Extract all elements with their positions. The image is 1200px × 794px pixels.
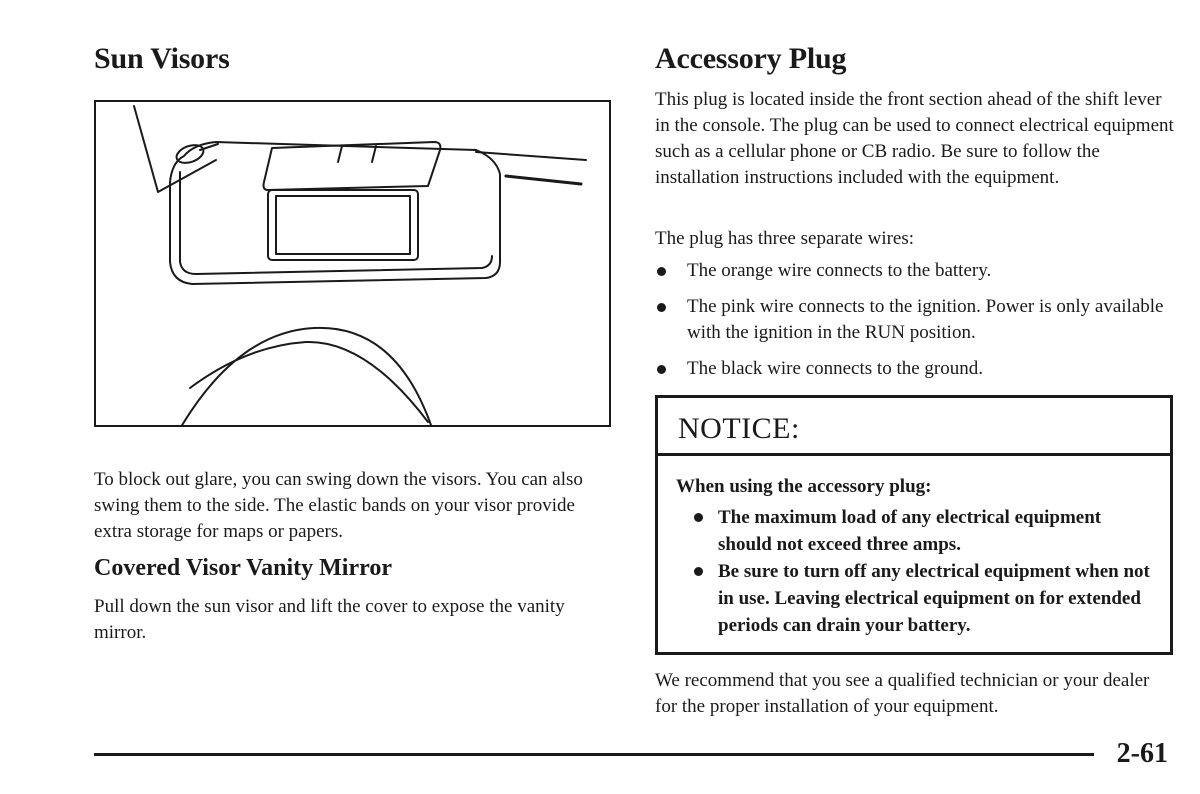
closing-paragraph: We recommend that you see a qualified technician or your dealer for the proper installation of your equipment. <box>655 670 1150 717</box>
notice-box <box>655 395 1173 655</box>
footer-rule <box>94 753 1094 756</box>
visor-body <box>170 142 500 284</box>
accessory-plug-heading: Accessory Plug <box>655 42 847 75</box>
notice-title: NOTICE: <box>678 412 800 445</box>
vanity-mirror-glass <box>276 196 410 254</box>
roof-line-2 <box>506 176 581 184</box>
sun-visor-illustration <box>94 100 611 427</box>
notice-body <box>658 456 1170 639</box>
vanity-mirror-paragraph: Pull down the sun visor and lift the cover to expose the vanity mirror. <box>94 596 565 643</box>
notice-header <box>658 398 1170 456</box>
list-item: The orange wire connects to the battery. <box>655 258 1175 284</box>
roof-line <box>476 152 586 160</box>
page-number: 2-61 <box>1116 738 1168 769</box>
mirror-cover-slot-2 <box>372 146 376 162</box>
list-item: The pink wire connects to the ignition. Power is only available with the ignition in the RUN position. <box>655 294 1175 346</box>
steering-wheel-arc-inner <box>190 342 428 422</box>
wires-intro: The plug has three separate wires: <box>655 228 915 249</box>
sun-visors-heading: Sun Visors <box>94 42 230 75</box>
vanity-mirror-frame <box>268 190 418 260</box>
list-item: The black wire connects to the ground. <box>655 356 1175 382</box>
vanity-mirror-heading: Covered Visor Vanity Mirror <box>94 555 392 581</box>
wires-list <box>655 258 1175 382</box>
notice-lead: When using the accessory plug: <box>676 476 932 497</box>
sun-visors-paragraph: To block out glare, you can swing down the visors. You can also swing them to the side. The elastic bands on your visor provide extra storage for maps or papers. <box>94 469 583 542</box>
notice-list <box>676 504 1154 639</box>
list-item: Be sure to turn off any electrical equipment when not in use. Leaving electrical equipment on for extended periods can drain your battery. <box>688 558 1154 639</box>
accessory-plug-intro: This plug is located inside the front section ahead of the shift lever in the console. The plug can be used to connect electrical equipment such as a cellular phone or CB radio. Be sure to follow the installation instructions included with the equipment. <box>655 89 1174 188</box>
mirror-cover <box>264 142 441 190</box>
mirror-cover-slot-1 <box>338 146 342 162</box>
list-item: The maximum load of any electrical equipment should not exceed three amps. <box>688 504 1154 558</box>
